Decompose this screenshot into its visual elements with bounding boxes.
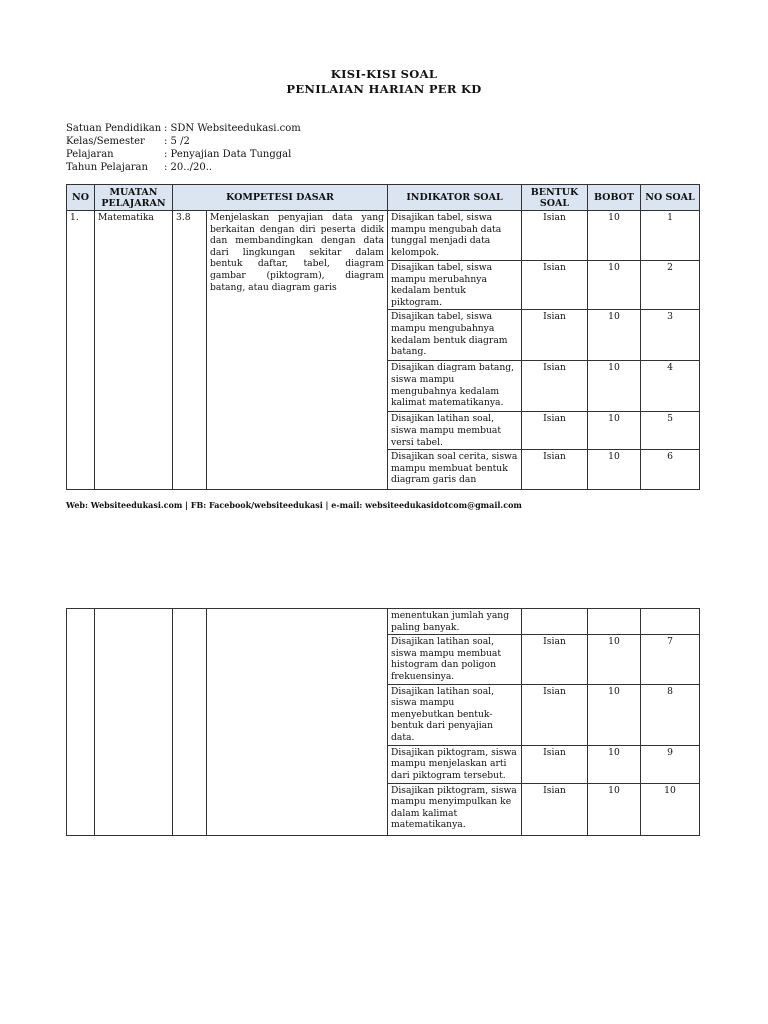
cell-indikator: Disajikan tabel, siswa mampu merubahnya kedalam bentuk piktogram. <box>388 261 522 310</box>
cell-indikator: Disajikan tabel, siswa mampu mengubahnya kedalam bentuk diagram batang. <box>388 310 522 361</box>
cell-nosoal: 2 <box>641 261 700 310</box>
meta-label: Satuan Pendidikan <box>66 123 162 134</box>
document-subtitle: PENILAIAN HARIAN PER KD <box>286 82 482 96</box>
cell-indikator: Disajikan tabel, siswa mampu mengubah data tunggal menjadi data kelompok. <box>388 211 522 261</box>
header-muatan: MUATAN PELAJARAN <box>95 185 173 211</box>
cell-bobot: 10 <box>588 450 641 490</box>
header-kd: KOMPETESI DASAR <box>173 185 388 211</box>
grid-table-page2 <box>66 608 700 836</box>
cell-bentuk: Isian <box>522 412 588 450</box>
cell-nosoal: 3 <box>641 310 700 361</box>
cell-nosoal: 1 <box>641 211 700 261</box>
cell-bentuk-empty <box>522 609 588 635</box>
meta-row-school <box>66 122 301 135</box>
document-meta <box>66 122 301 174</box>
cell-muatan-empty <box>95 609 173 836</box>
header-bobot: BOBOT <box>588 185 641 211</box>
table-row <box>67 609 700 635</box>
cell-bentuk: Isian <box>522 310 588 361</box>
cell-bobot: 10 <box>588 261 641 310</box>
header-row <box>67 185 700 211</box>
cell-bentuk: Isian <box>522 211 588 261</box>
cell-bobot: 10 <box>588 684 641 745</box>
cell-bobot: 10 <box>588 310 641 361</box>
cell-indikator: Disajikan latihan soal, siswa mampu membuat versi tabel. <box>388 412 522 450</box>
cell-kd-code: 3.8 <box>173 211 207 490</box>
cell-nosoal: 4 <box>641 361 700 412</box>
cell-bentuk: Isian <box>522 783 588 835</box>
meta-value: : 20../20.. <box>164 162 213 173</box>
meta-row-year <box>66 161 301 174</box>
cell-indikator: Disajikan latihan soal, siswa mampu menyebutkan bentuk-bentuk dari penyajian data. <box>388 684 522 745</box>
meta-value: : 5 /2 <box>164 136 190 147</box>
meta-value: : SDN Websiteedukasi.com <box>164 123 301 134</box>
cell-nosoal: 9 <box>641 745 700 783</box>
header-no: NO <box>67 185 95 211</box>
header-nosoal: NO SOAL <box>641 185 700 211</box>
cell-indikator: Disajikan diagram batang, siswa mampu mengubahnya kedalam kalimat matematikanya. <box>388 361 522 412</box>
cell-nosoal: 6 <box>641 450 700 490</box>
cell-bentuk: Isian <box>522 745 588 783</box>
cell-bobot: 10 <box>588 635 641 684</box>
cell-kd-text: Menjelaskan penyajian data yang berkaitan dengan diri peserta didik dan membandingkan dengan data dari lingkungan sekitar dalam bentuk daftar, tabel, diagram gambar (piktogram), diagram batang, atau diagram garis <box>207 211 388 490</box>
cell-bobot-empty <box>588 609 641 635</box>
cell-nosoal-empty <box>641 609 700 635</box>
page-footer: Web: Websiteedukasi.com | FB: Facebook/websiteedukasi | e-mail: websiteedukasidotcom@gmail.com <box>66 500 522 510</box>
cell-indikator-continued: menentukan jumlah yang paling banyak. <box>388 609 522 635</box>
cell-nosoal: 10 <box>641 783 700 835</box>
header-bentuk: BENTUK SOAL <box>522 185 588 211</box>
header-indikator: INDIKATOR SOAL <box>388 185 522 211</box>
cell-bentuk: Isian <box>522 261 588 310</box>
cell-nosoal: 7 <box>641 635 700 684</box>
meta-value: : Penyajian Data Tunggal <box>164 149 292 160</box>
cell-kd-code-empty <box>173 609 207 836</box>
cell-muatan: Matematika <box>95 211 173 490</box>
meta-row-subject <box>66 148 301 161</box>
cell-bobot: 10 <box>588 361 641 412</box>
meta-row-class <box>66 135 301 148</box>
cell-nosoal: 8 <box>641 684 700 745</box>
cell-no-empty <box>67 609 95 836</box>
meta-label: Kelas/Semester <box>66 136 145 147</box>
cell-bentuk: Isian <box>522 684 588 745</box>
cell-bobot: 10 <box>588 211 641 261</box>
cell-bobot: 10 <box>588 745 641 783</box>
cell-bobot: 10 <box>588 412 641 450</box>
cell-bobot: 10 <box>588 783 641 835</box>
cell-no: 1. <box>67 211 95 490</box>
cell-bentuk: Isian <box>522 361 588 412</box>
cell-indikator: Disajikan piktogram, siswa mampu menyimpulkan ke dalam kalimat matematikanya. <box>388 783 522 835</box>
cell-nosoal: 5 <box>641 412 700 450</box>
cell-indikator: Disajikan piktogram, siswa mampu menjelaskan arti dari piktogram tersebut. <box>388 745 522 783</box>
cell-kd-text-empty <box>207 609 388 836</box>
cell-bentuk: Isian <box>522 635 588 684</box>
cell-indikator: Disajikan soal cerita, siswa mampu membuat bentuk diagram garis dan <box>388 450 522 490</box>
document-title: KISI-KISI SOAL <box>330 67 438 81</box>
cell-bentuk: Isian <box>522 450 588 490</box>
grid-table-page1 <box>66 184 700 490</box>
meta-label: Pelajaran <box>66 149 114 160</box>
cell-indikator: Disajikan latihan soal, siswa mampu membuat histogram dan poligon frekuensinya. <box>388 635 522 684</box>
meta-label: Tahun Pelajaran <box>66 162 148 173</box>
table-row <box>67 211 700 261</box>
